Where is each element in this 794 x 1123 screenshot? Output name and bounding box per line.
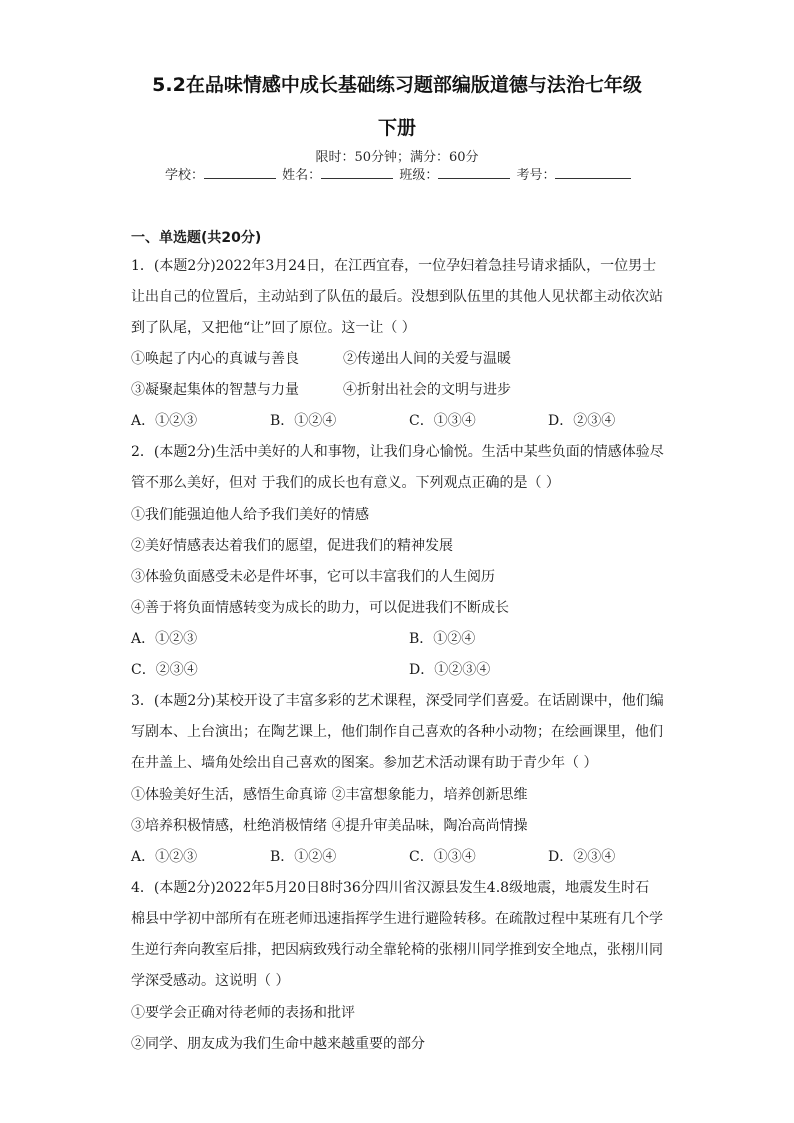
exam-number-label: 考号： xyxy=(516,168,556,183)
section-title: 一、单选题(共20分) xyxy=(131,230,262,246)
q1-choice-c[interactable]: C．①③④ xyxy=(409,413,476,429)
q4-stem-line3: 生逆行奔向教室后排，把因病致残行动全靠轮椅的张栩川同学推到安全地点，张栩川同 xyxy=(131,942,663,958)
q1-statement-2: ②传递出人间的关爱与温暖 xyxy=(343,351,511,367)
q4-statement-1: ①要学会正确对待老师的表扬和批评 xyxy=(131,1005,355,1021)
q1-stem-line3: 到了队尾，又把他“让”回了原位。这一让（ ） xyxy=(131,320,416,336)
q3-stem-line2: 写剧本、上台演出；在陶艺课上，他们制作自己喜欢的各种小动物；在绘画课里，他们 xyxy=(131,724,663,740)
q2-statement-1: ①我们能强迫他人给予我们美好的情感 xyxy=(131,507,369,523)
q2-choice-d[interactable]: D．①②③④ xyxy=(409,662,491,678)
q3-choice-d[interactable]: D．②③④ xyxy=(548,849,616,865)
q1-statement-3: ③凝聚起集体的智慧与力量 xyxy=(131,382,299,398)
q3-statements-1-2: ①体验美好生活，感悟生命真谛 ②丰富想象能力，培养创新思维 xyxy=(131,787,528,803)
student-info-fields xyxy=(165,164,633,183)
q3-choice-c[interactable]: C．①③④ xyxy=(409,849,476,865)
class-label: 班级： xyxy=(399,168,439,183)
q3-choice-b[interactable]: B．①②④ xyxy=(270,849,337,865)
q3-stem-line1: 3．(本题2分)某校开设了丰富多彩的艺术课程，深受同学们喜爱。在话剧课中，他们编 xyxy=(131,693,664,709)
q2-stem-line2: 管不那么美好，但对 于我们的成长也有意义。下列观点正确的是（ ） xyxy=(131,475,560,491)
time-score-info: 限时：50分钟；满分：60分 xyxy=(315,150,479,165)
q2-choice-b[interactable]: B．①②④ xyxy=(409,631,476,647)
q2-statement-3: ③体验负面感受未必是件坏事，它可以丰富我们的人生阅历 xyxy=(131,569,495,585)
q1-stem-line1: 1．(本题2分)2022年3月24日，在江西宜春，一位孕妇着急挂号请求插队，一位男士 xyxy=(131,258,657,274)
q2-stem-line1: 2．(本题2分)生活中美好的人和事物，让我们身心愉悦。生活中某些负面的情感体验尽 xyxy=(131,444,664,460)
q3-statements-3-4: ③培养积极情感，杜绝消极情绪 ④提升审美品味，陶冶高尚情操 xyxy=(131,818,528,834)
school-label: 学校： xyxy=(165,168,205,183)
q1-choice-d[interactable]: D．②③④ xyxy=(548,413,616,429)
q4-statement-2: ②同学、朋友成为我们生命中越来越重要的部分 xyxy=(131,1036,425,1052)
q3-choice-a[interactable]: A．①②③ xyxy=(131,849,198,865)
document-title-line2: 下册 xyxy=(377,117,416,139)
q2-choice-c[interactable]: C．②③④ xyxy=(131,662,198,678)
q2-choice-a[interactable]: A．①②③ xyxy=(131,631,198,647)
q2-statement-2: ②美好情感表达着我们的愿望，促进我们的精神发展 xyxy=(131,538,453,554)
q1-choice-a[interactable]: A．①②③ xyxy=(131,413,198,429)
document-title-line1: 5.2在品味情感中成长基础练习题部编版道德与法治七年级 xyxy=(152,74,642,96)
q3-stem-line3: 在井盖上、墙角处绘出自己喜欢的图案。参加艺术活动课有助于青少年（ ） xyxy=(131,755,598,771)
q4-stem-line2: 棉县中学初中部所有在班老师迅速指挥学生进行避险转移。在疏散过程中某班有几个学 xyxy=(131,911,663,927)
q1-statement-1: ①唤起了内心的真诚与善良 xyxy=(131,351,299,367)
exam-number-blank[interactable] xyxy=(555,166,631,179)
name-label: 姓名： xyxy=(282,168,322,183)
q2-statement-4: ④善于将负面情感转变为成长的助力，可以促进我们不断成长 xyxy=(131,600,509,616)
q4-stem-line4: 学深受感动。这说明（ ） xyxy=(131,973,290,989)
name-blank[interactable] xyxy=(321,166,393,179)
class-blank[interactable] xyxy=(438,166,510,179)
q1-stem-line2: 让出自己的位置后，主动站到了队伍的最后。没想到队伍里的其他人见状都主动依次站 xyxy=(131,289,663,305)
q1-statement-4: ④折射出社会的文明与进步 xyxy=(343,382,511,398)
q4-stem-line1: 4．(本题2分)2022年5月20日8时36分四川省汉源县发生4.8级地震，地震发生时石 xyxy=(131,880,650,896)
school-blank[interactable] xyxy=(204,166,276,179)
q1-choice-b[interactable]: B．①②④ xyxy=(270,413,337,429)
